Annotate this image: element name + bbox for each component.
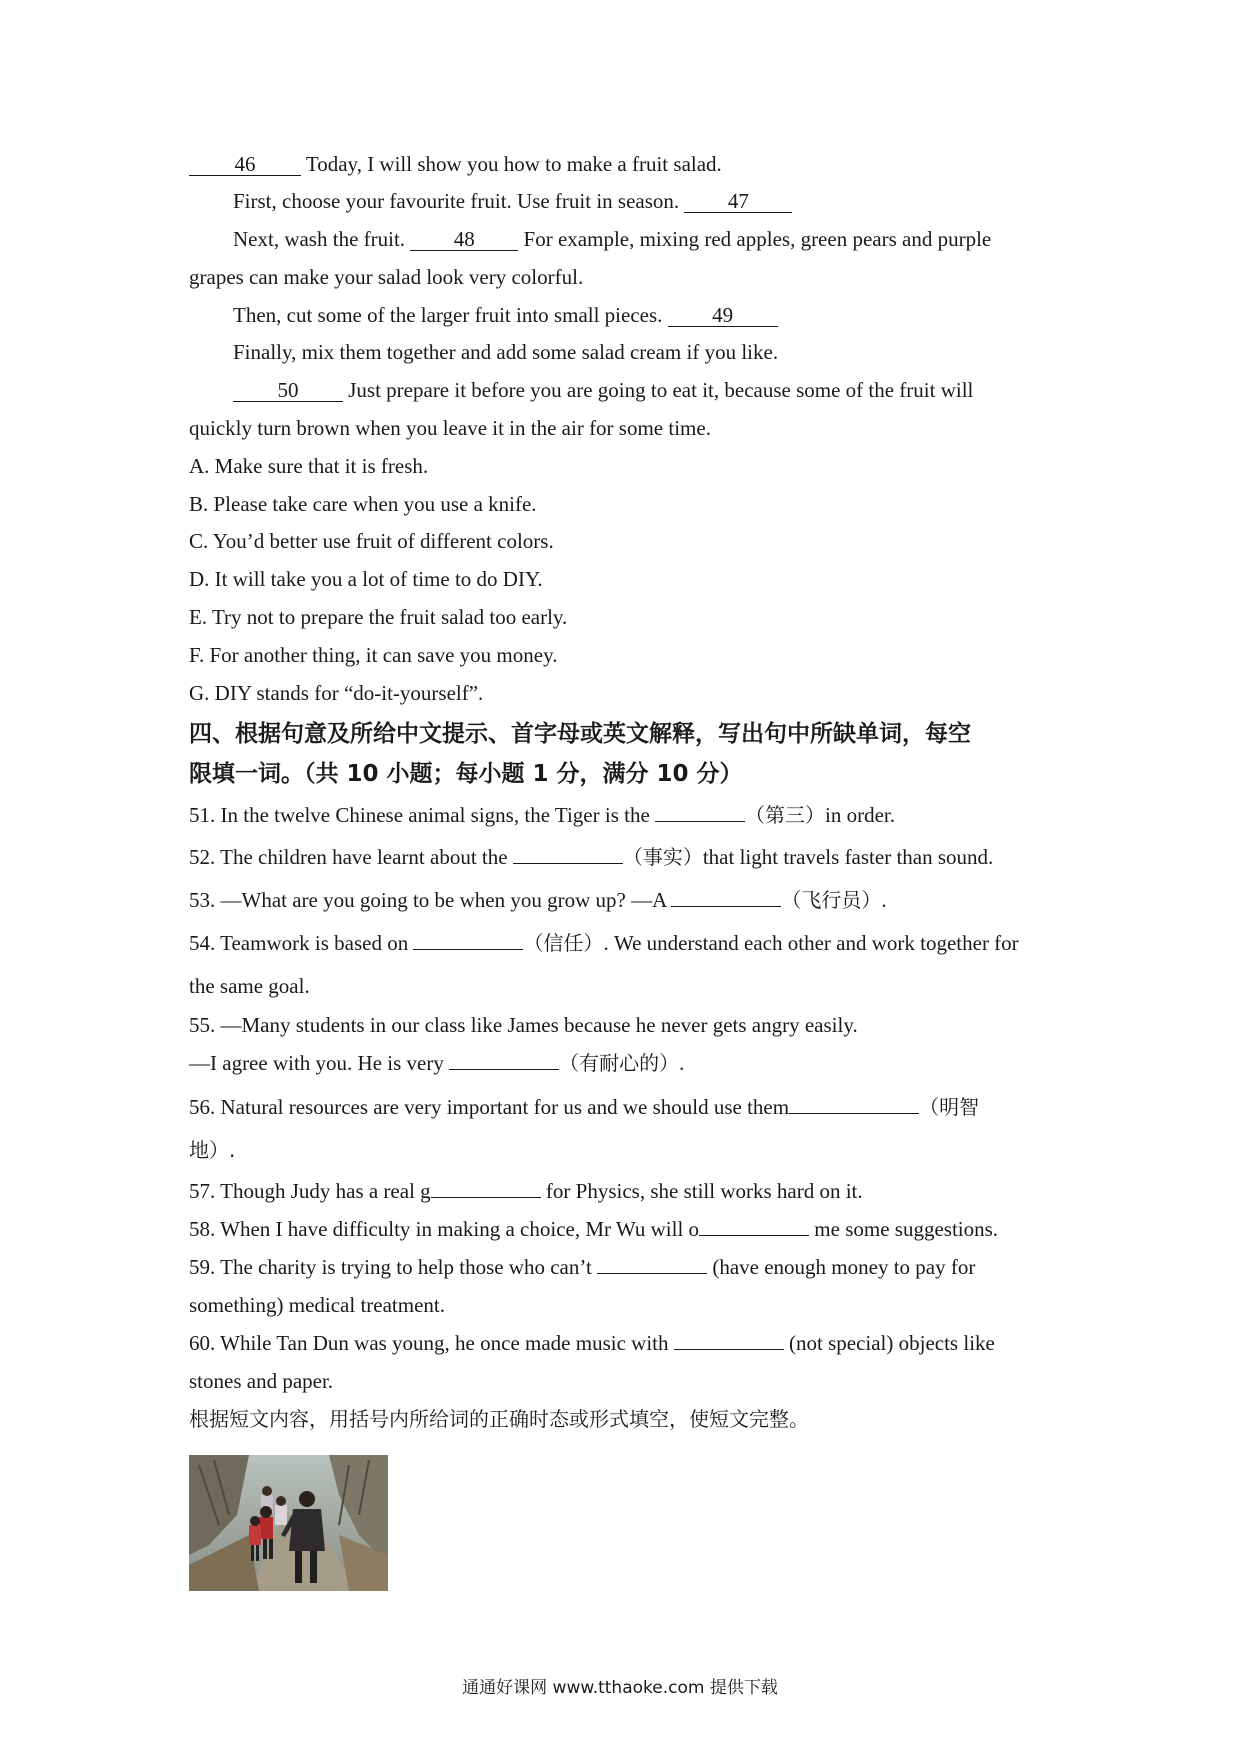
answer-blank-55[interactable] (449, 1069, 559, 1070)
option-c: C. You’d better use fruit of different colors. (189, 529, 554, 553)
question-59: 59. The charity is trying to help those who can’t (have enough money to pay for (189, 1255, 976, 1279)
question-58: 58. When I have difficulty in making a choice, Mr Wu will o me some suggestions. (189, 1217, 999, 1241)
question-54: 54. Teamwork is based on （信任）. We understand each other and work together for (189, 931, 1019, 955)
answer-blank-58[interactable] (699, 1235, 809, 1236)
blank-47[interactable]: 47 (684, 190, 792, 213)
question-55-reply: —I agree with you. He is very （有耐心的）. (189, 1051, 685, 1075)
question-55: 55. —Many students in our class like James because he never gets angry easily. (189, 1013, 858, 1037)
answer-blank-59[interactable] (597, 1273, 707, 1274)
answer-blank-56[interactable] (789, 1113, 919, 1114)
answer-blank-51[interactable] (655, 821, 745, 822)
blank-50[interactable]: 50 (233, 379, 343, 402)
passage-line-49: Then, cut some of the larger fruit into small pieces. 49 (233, 301, 778, 329)
option-e: E. Try not to prepare the fruit salad too early. (189, 605, 568, 629)
answer-blank-54[interactable] (413, 949, 523, 950)
passage-line-46: 46 Today, I will show you how to make a fruit salad. (189, 150, 722, 178)
question-52: 52. The children have learnt about the （事实）that light travels faster than sound. (189, 845, 994, 869)
question-57: 57. Though Judy has a real g for Physics, she still works hard on it. (189, 1179, 863, 1203)
answer-blank-60[interactable] (674, 1349, 784, 1350)
passage-line: Finally, mix them together and add some salad cream if you like. (233, 340, 779, 364)
question-53: 53. —What are you going to be when you grow up? —A （飞行员）. (189, 888, 887, 912)
passage-line: grapes can make your salad look very colorful. (189, 265, 584, 289)
question-56-cont: 地）. (189, 1138, 236, 1162)
question-56: 56. Natural resources are very important for us and we should use them （明智 (189, 1095, 980, 1119)
question-60-cont: stones and paper. (189, 1369, 334, 1393)
mountain-path-photo (189, 1455, 388, 1591)
blank-46[interactable]: 46 (189, 153, 301, 176)
section-heading-line2: 限填一词。（共 10 小题；每小题 1 分，满分 10 分） (189, 761, 743, 787)
option-a: A. Make sure that it is fresh. (189, 454, 429, 478)
photo-illustration (189, 1455, 388, 1591)
option-d: D. It will take you a lot of time to do DIY. (189, 567, 543, 591)
option-g: G. DIY stands for “do-it-yourself”. (189, 681, 484, 705)
passage-line-50: 50 Just prepare it before you are going to eat it, because some of the fruit will (233, 376, 973, 404)
option-f: F. For another thing, it can save you money. (189, 643, 558, 667)
passage-line-48: Next, wash the fruit. 48 For example, mixing red apples, green pears and purple (233, 227, 992, 251)
blank-48[interactable]: 48 (410, 228, 518, 251)
question-54-cont: the same goal. (189, 974, 310, 998)
option-b: B. Please take care when you use a knife. (189, 492, 537, 516)
question-59-cont: something) medical treatment. (189, 1293, 445, 1317)
answer-blank-52[interactable] (513, 863, 623, 864)
question-60: 60. While Tan Dun was young, he once made music with (not special) objects like (189, 1331, 995, 1355)
answer-blank-53[interactable] (671, 906, 781, 907)
passage-line-47: First, choose your favourite fruit. Use fruit in season. 47 (233, 187, 792, 215)
question-51: 51. In the twelve Chinese animal signs, the Tiger is the （第三）in order. (189, 803, 896, 827)
passage-line: quickly turn brown when you leave it in the air for some time. (189, 416, 711, 440)
blank-49[interactable]: 49 (668, 304, 778, 327)
section-heading-line1: 四、根据句意及所给中文提示、首字母或英文解释，写出句中所缺单词，每空 (189, 721, 971, 747)
page-footer: 通通好课网 www.tthaoke.com 提供下载 (462, 1678, 778, 1698)
answer-blank-57[interactable] (431, 1197, 541, 1198)
next-section-instruction: 根据短文内容，用括号内所给词的正确时态或形式填空，使短文完整。 (189, 1407, 809, 1431)
